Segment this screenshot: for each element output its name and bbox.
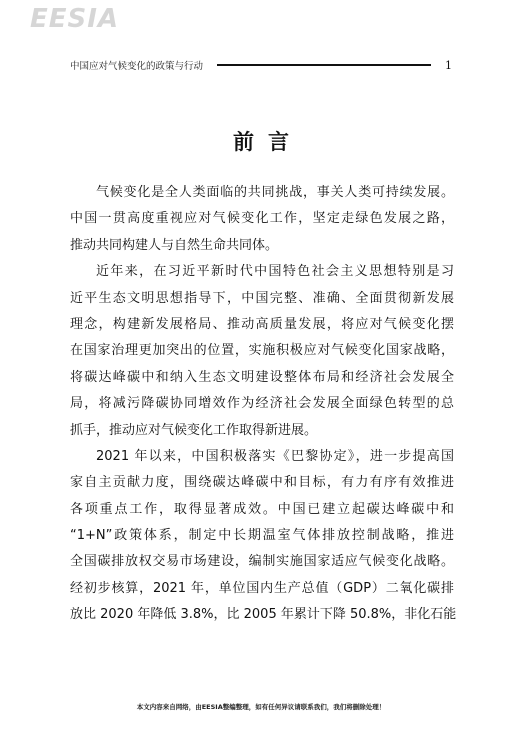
paragraph bbox=[70, 259, 454, 444]
text-line: 放比 2020 年降低 3.8%，比 2005 年累计下降 50.8%，非化石能 bbox=[70, 607, 457, 623]
eesia-logo: EESIA bbox=[30, 4, 120, 34]
text-line: 理念，构建新发展格局、推动高质量发展，将应对气候变化摆 bbox=[70, 316, 454, 332]
text-line: 中国一贯高度重视应对气候变化工作，坚定走绿色发展之路， bbox=[70, 211, 454, 227]
body-text bbox=[70, 180, 457, 629]
text-line: 近年来，在习近平新时代中国特色社会主义思想特别是习 bbox=[96, 264, 454, 280]
text-line: 推动共同构建人与自然生命共同体。 bbox=[70, 237, 279, 253]
section-title: 前言 bbox=[233, 130, 303, 154]
page-number: 1 bbox=[445, 58, 452, 72]
header-rule bbox=[217, 64, 431, 66]
text-line: “1+N”政策体系，制定中长期温室气体排放控制战略，推进 bbox=[70, 528, 454, 544]
running-header bbox=[70, 57, 452, 73]
text-line: 家自主贡献力度，围绕碳达峰碳中和目标，有力有序有效推进 bbox=[70, 475, 454, 491]
text-line: 近平生态文明思想指导下，中国完整、准确、全面贯彻新发展 bbox=[70, 290, 454, 306]
text-line: 局，将减污降碳协同增效作为经济社会发展全面绿色转型的总 bbox=[70, 396, 454, 412]
text-line: 抓手，推动应对气候变化工作取得新进展。 bbox=[70, 422, 318, 438]
text-line: 经初步核算，2021 年，单位国内生产总值（GDP）二氧化碳排 bbox=[70, 580, 454, 596]
header-title: 中国应对气候变化的政策与行动 bbox=[70, 61, 204, 72]
footer-disclaimer: 本文内容来自网络，由EESIA整编整理，如有任何异议请联系我们，我们将删除处理！ bbox=[136, 703, 386, 711]
text-line: 全国碳排放权交易市场建设，编制实施国家适应气候变化战略。 bbox=[70, 554, 454, 570]
text-line: 2021 年以来，中国积极落实《巴黎协定》，进一步提高国 bbox=[96, 448, 454, 464]
text-line: 各项重点工作，取得显著成效。中国已建立起碳达峰碳中和 bbox=[70, 501, 454, 517]
text-line: 将碳达峰碳中和纳入生态文明建设整体布局和经济社会发展全 bbox=[70, 369, 454, 385]
text-line: 气候变化是全人类面临的共同挑战，事关人类可持续发展。 bbox=[96, 185, 454, 200]
paragraph bbox=[70, 180, 454, 259]
paragraph bbox=[70, 444, 457, 629]
text-line: 在国家治理更加突出的位置，实施积极应对气候变化国家战略， bbox=[70, 343, 454, 359]
